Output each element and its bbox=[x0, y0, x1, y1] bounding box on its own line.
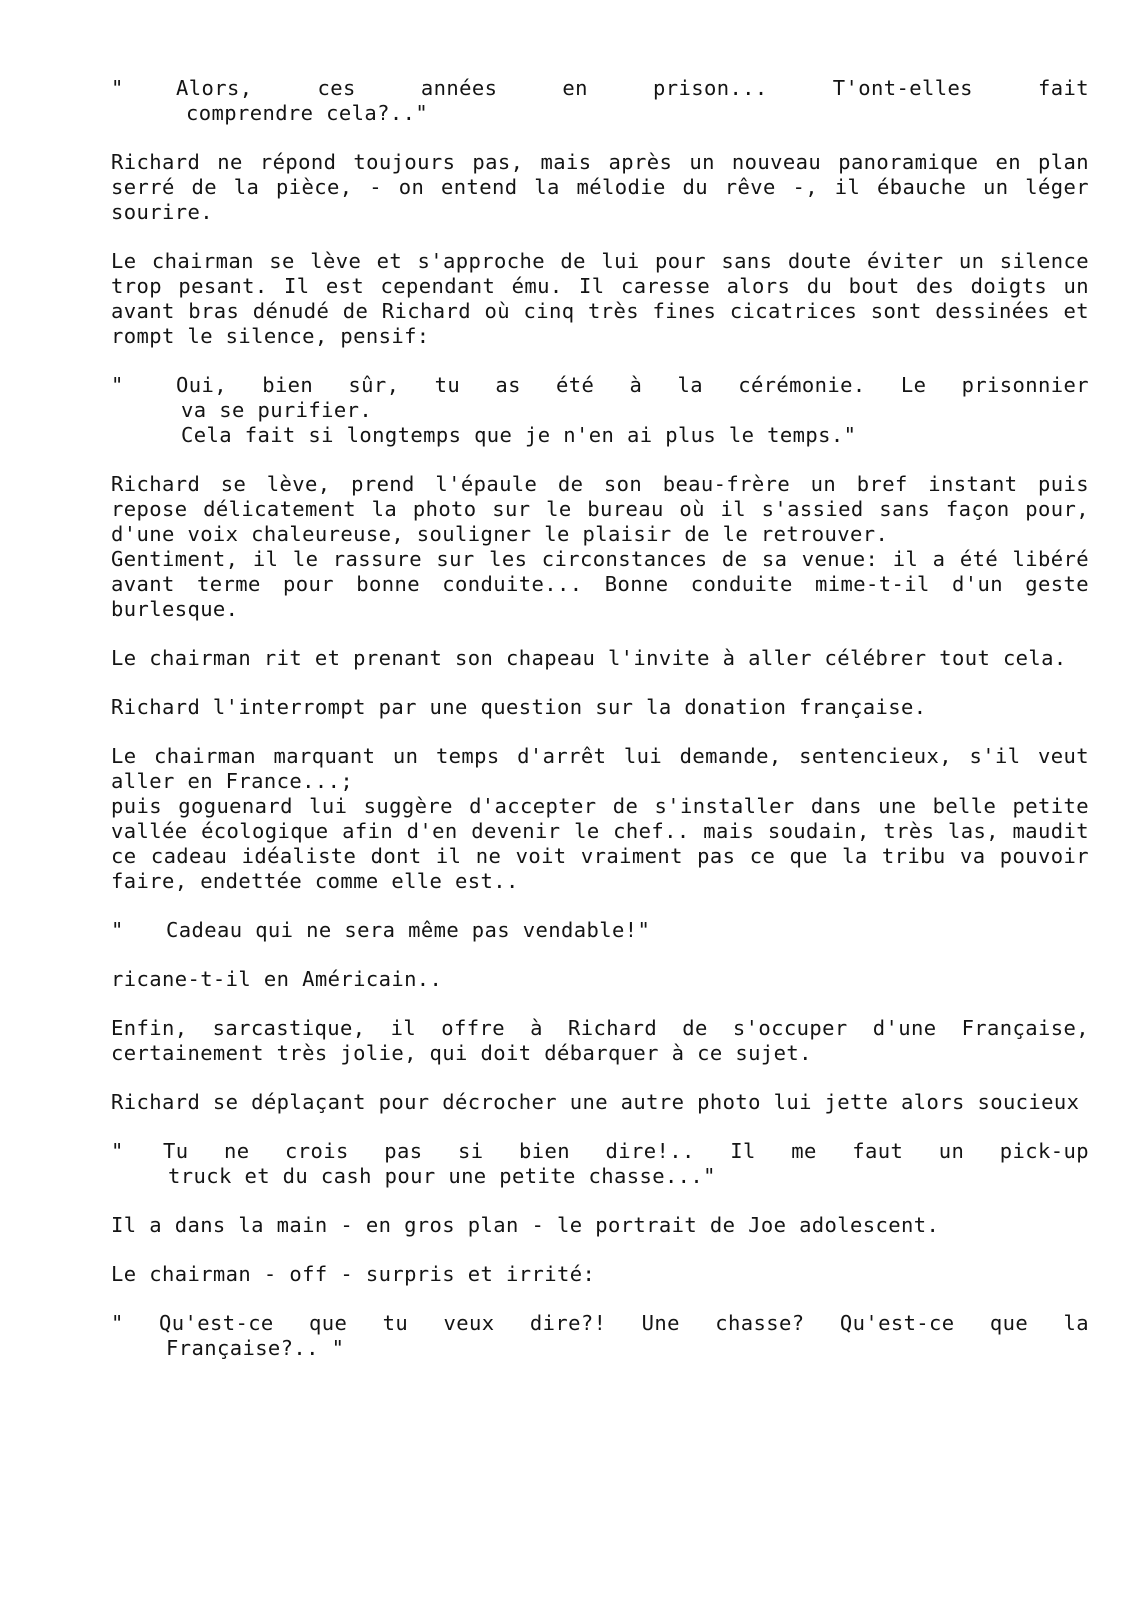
quote-line: comprendre cela?.." bbox=[186, 101, 429, 125]
document-page bbox=[111, 76, 1089, 1385]
dialogue-quote bbox=[111, 1139, 1089, 1189]
quote-line: va se purifier. bbox=[181, 398, 373, 422]
quote-line: Cela fait si longtemps que je n'en ai plus le temps." bbox=[181, 423, 857, 447]
paragraph: ricane-t-il en Américain.. bbox=[111, 967, 443, 991]
paragraph: Gentiment, il le rassure sur les circonstances de sa venue: il a été libéré avant terme pour bonne conduite... Bonne conduite mime-t-il d'un geste burlesque. bbox=[111, 547, 1089, 621]
paragraph: Richard ne répond toujours pas, mais après un nouveau panoramique en plan serré de la pièce, - on entend la mélodie du rêve -, il ébauche un léger sourire. bbox=[111, 150, 1089, 224]
paragraph: Le chairman rit et prenant son chapeau l'invite à aller célébrer tout cela. bbox=[111, 646, 1067, 670]
quote-line: Tu ne crois pas si bien dire!.. Il me faut un pick-up bbox=[163, 1139, 1089, 1163]
quote-line: Alors, ces années en prison... T'ont-elles fait bbox=[176, 76, 1089, 100]
dialogue-quote bbox=[111, 76, 1089, 126]
opening-quote-mark: " bbox=[111, 373, 124, 397]
paragraph: Richard l'interrompt par une question sur la donation française. bbox=[111, 695, 927, 719]
paragraph: Le chairman - off - surpris et irrité: bbox=[111, 1262, 596, 1286]
dialogue-quote bbox=[111, 373, 1089, 448]
opening-quote-mark: " bbox=[111, 918, 124, 942]
opening-quote-mark: " bbox=[111, 1311, 124, 1335]
quote-line: Cadeau qui ne sera même pas vendable!" bbox=[166, 918, 651, 942]
paragraph: Le chairman se lève et s'approche de lui pour sans doute éviter un silence trop pesant. Il est cependant ému. Il caresse alors du bout des doigts un avant bras dénudé de Richard où cinq très fines cicatrices sont dessinées et rompt le silence, pensif: bbox=[111, 249, 1089, 348]
paragraph: Richard se lève, prend l'épaule de son beau-frère un bref instant puis repose délicatement la photo sur le bureau où il s'assied sans façon pour, d'une voix chaleureuse, souligner le plaisir de le retrouver. bbox=[111, 472, 1089, 546]
paragraph: Le chairman marquant un temps d'arrêt lui demande, sentencieux, s'il veut aller en France...; bbox=[111, 744, 1089, 793]
paragraph: Enfin, sarcastique, il offre à Richard de s'occuper d'une Française, certainement très jolie, qui doit débarquer à ce sujet. bbox=[111, 1016, 1089, 1065]
opening-quote-mark: " bbox=[111, 1139, 124, 1163]
paragraph: Il a dans la main - en gros plan - le portrait de Joe adolescent. bbox=[111, 1213, 940, 1237]
dialogue-quote bbox=[111, 1311, 1089, 1361]
paragraph: puis goguenard lui suggère d'accepter de s'installer dans une belle petite vallée écologique afin d'en devenir le chef.. mais soudain, très las, maudit ce cadeau idéaliste dont il ne voit vraiment pas ce que la tribu va pouvoir faire, endettée comme elle est.. bbox=[111, 794, 1089, 893]
paragraph: Richard se déplaçant pour décrocher une autre photo lui jette alors soucieux bbox=[111, 1090, 1080, 1114]
quote-line: Oui, bien sûr, tu as été à la cérémonie. Le prisonnier bbox=[176, 373, 1089, 397]
quote-line: Qu'est-ce que tu veux dire?! Une chasse? Qu'est-ce que la bbox=[159, 1311, 1089, 1335]
opening-quote-mark: " bbox=[111, 76, 124, 100]
quote-line: Française?.. " bbox=[166, 1336, 345, 1360]
dialogue-quote bbox=[111, 918, 1089, 943]
quote-line: truck et du cash pour une petite chasse..." bbox=[168, 1164, 716, 1188]
